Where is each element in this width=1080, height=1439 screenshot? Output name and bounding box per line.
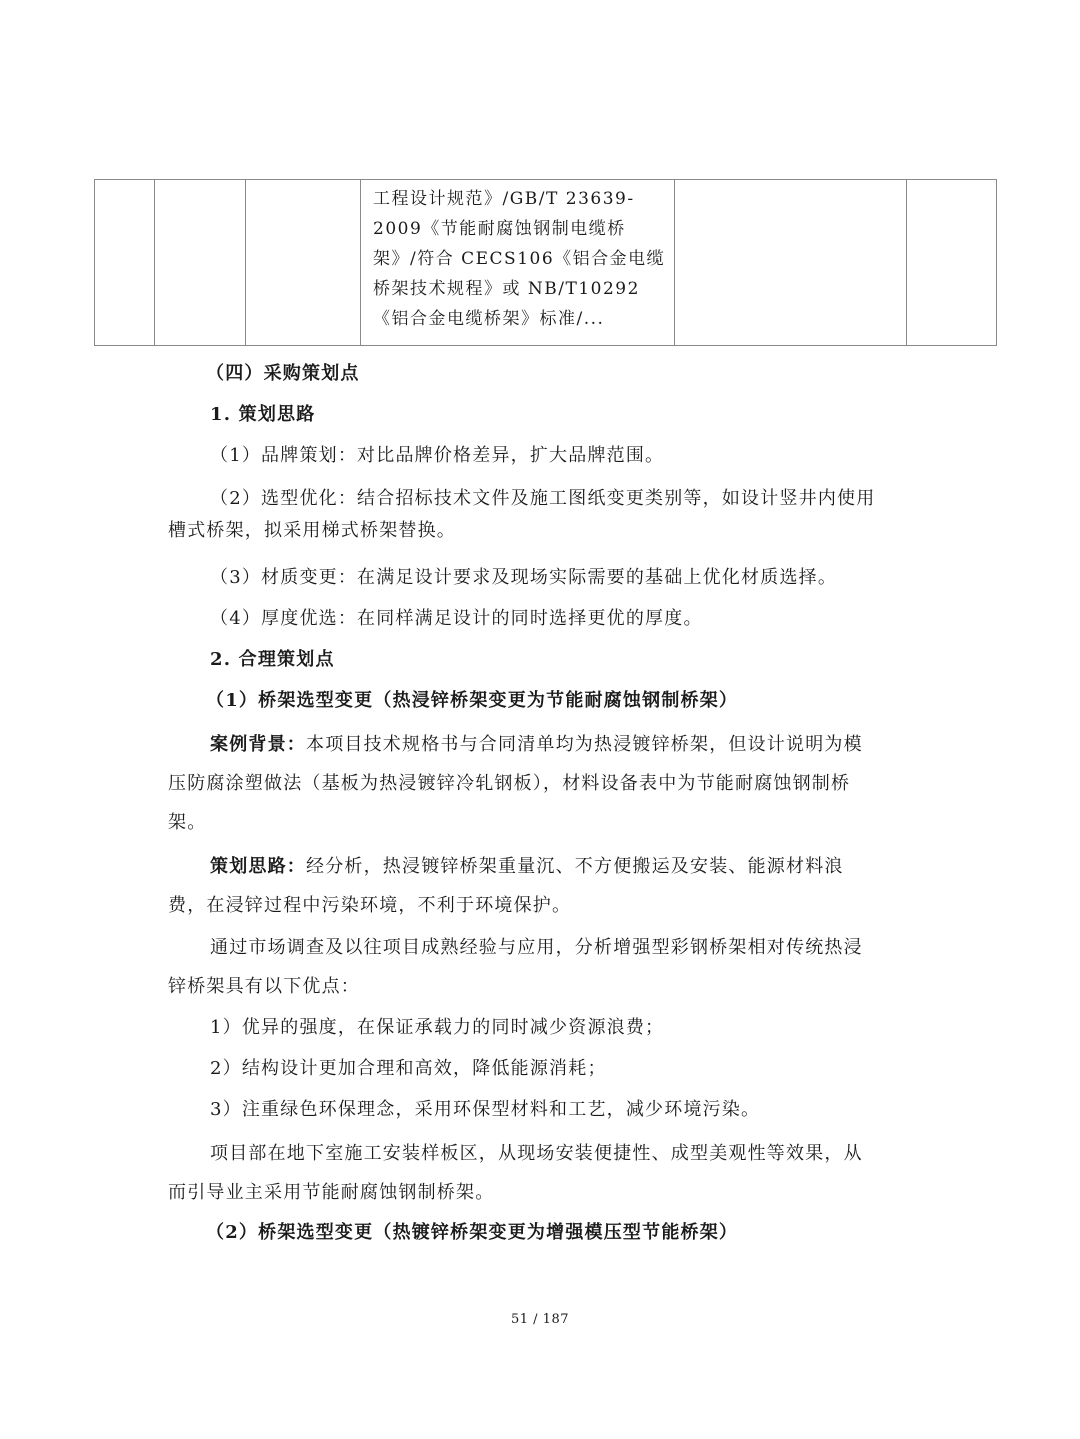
paragraph-market: 通过市场调查及以往项目成熟经验与应用，分析增强型彩钢桥架相对传统热浸 xyxy=(210,937,863,958)
paragraph-continued: 压防腐涂塑做法（基板为热浸镀锌冷轧钢板），材料设备表中为节能耐腐蚀钢制桥 xyxy=(168,773,851,794)
point-heading: （2）桥架选型变更（热镀锌桥架变更为增强模压型节能桥架） xyxy=(206,1222,739,1243)
advantage-item: 3）注重绿色环保理念，采用环保型材料和工艺，减少环境污染。 xyxy=(210,1099,761,1120)
paragraph-continued: 费，在浸锌过程中污染环境，不利于环境保护。 xyxy=(168,895,572,916)
table-cell-empty xyxy=(246,180,361,346)
paragraph-continued: 架。 xyxy=(168,812,207,833)
idea-text: 经分析，热浸镀锌桥架重量沉、不方便搬运及安装、能源材料浪 xyxy=(306,856,844,877)
background-label: 案例背景： xyxy=(210,734,306,755)
sub-heading-points: 2. 合理策划点 xyxy=(210,649,335,670)
section-heading: （四）采购策划点 xyxy=(206,363,360,384)
spec-line: 《铝合金电缆桥架》标准/... xyxy=(373,309,605,329)
spec-table-fragment xyxy=(94,179,997,346)
idea-label: 策划思路： xyxy=(210,856,306,877)
paragraph-item: （4）厚度优选：在同样满足设计的同时选择更优的厚度。 xyxy=(210,608,703,629)
background-text: 本项目技术规格书与合同清单均为热浸镀锌桥架，但设计说明为模 xyxy=(306,734,863,755)
spec-line: 2009《节能耐腐蚀钢制电缆桥 xyxy=(373,219,626,239)
sub-heading-ideas: 1. 策划思路 xyxy=(210,404,316,425)
table-cell-empty xyxy=(95,180,155,346)
table-cell-empty xyxy=(675,180,907,346)
paragraph-item: （2）选型优化：结合招标技术文件及施工图纸变更类别等，如设计竖井内使用 xyxy=(210,488,876,509)
table-cell-spec xyxy=(361,180,675,346)
paragraph-item: （3）材质变更：在满足设计要求及现场实际需要的基础上优化材质选择。 xyxy=(210,567,838,588)
table-cell-empty xyxy=(907,180,997,346)
paragraph-idea xyxy=(210,855,844,879)
advantage-item: 1）优异的强度，在保证承载力的同时减少资源浪费； xyxy=(210,1017,665,1038)
paragraph-continued: 而引导业主采用节能耐腐蚀钢制桥架。 xyxy=(168,1182,495,1203)
paragraph-item-continued: 槽式桥架，拟采用梯式桥架替换。 xyxy=(168,520,456,541)
page-number: 51 / 187 xyxy=(511,1312,569,1327)
table-cell-empty xyxy=(155,180,246,346)
paragraph-item: （1）品牌策划：对比品牌价格差异，扩大品牌范围。 xyxy=(210,445,665,466)
spec-line: 桥架技术规程》或 NB/T10292 xyxy=(373,279,640,299)
table-row xyxy=(95,180,997,346)
point-heading: （1）桥架选型变更（热浸锌桥架变更为节能耐腐蚀钢制桥架） xyxy=(206,690,739,711)
paragraph-background xyxy=(210,733,863,757)
advantage-item: 2）结构设计更加合理和高效，降低能源消耗； xyxy=(210,1058,607,1079)
paragraph-conclusion: 项目部在地下室施工安装样板区，从现场安装便捷性、成型美观性等效果，从 xyxy=(210,1143,863,1164)
paragraph-continued: 锌桥架具有以下优点： xyxy=(168,976,360,997)
spec-line: 架》/符合 CECS106《铝合金电缆 xyxy=(373,249,666,269)
spec-line: 工程设计规范》/GB/T 23639- xyxy=(373,189,635,209)
